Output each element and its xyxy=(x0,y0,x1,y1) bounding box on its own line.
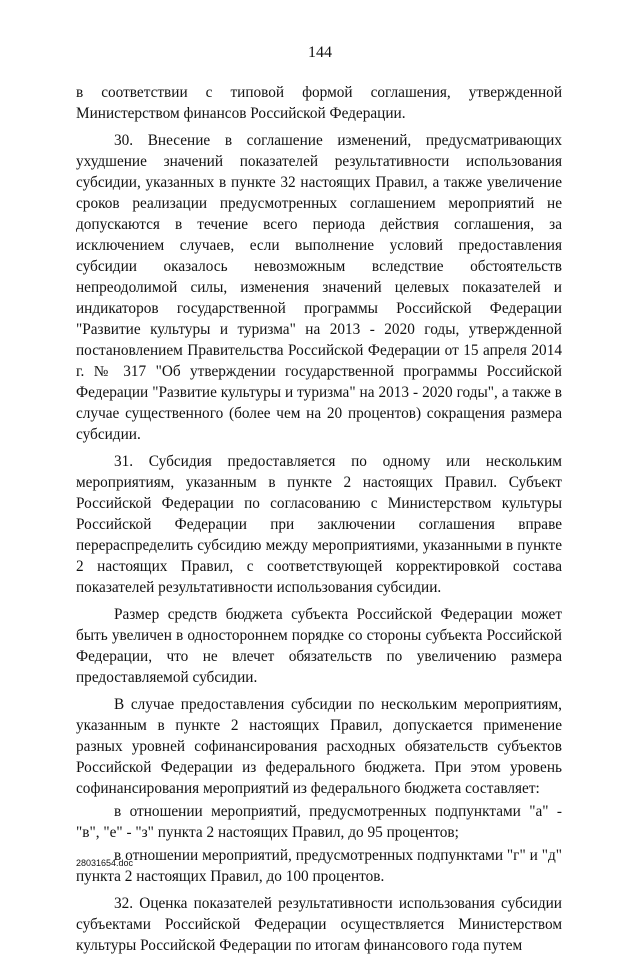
paragraph-32: 32. Оценка показателей результативности использования субсидии субъектами Российской Федерации осуществляется Министерством культуры Российской Федерации по итогам финансового года путем xyxy=(76,895,562,954)
paragraph-cofinancing-95: в отношении мероприятий, предусмотренных подпунктами "а" - "в", "е" - "з" пункта 2 настоящих Правил, до 95 процентов; xyxy=(76,803,562,841)
document-body xyxy=(76,82,562,962)
paragraph-budget-increase: Размер средств бюджета субъекта Российской Федерации может быть увеличен в одностороннем порядке со стороны субъекта Российской Федерации, что не влечет обязательств по увеличению размера предоставляемой субсидии. xyxy=(76,606,562,686)
paragraph-continuation: в соответствии с типовой формой соглашения, утвержденной Министерством финансов Российской Федерации. xyxy=(76,84,562,122)
page-number: 144 xyxy=(308,44,332,61)
paragraph-cofinancing: В случае предоставления субсидии по нескольким мероприятиям, указанным в пункте 2 настоящих Правил, допускается применение разных уровней софинансирования расходных обязательств субъектов Российской Федерации из федерального бюджета. При этом уровень софинансирования мероприятий из федерального бюджета составляет: xyxy=(76,696,562,797)
paragraph-30: 30. Внесение в соглашение изменений, предусматривающих ухудшение значений показателей результативности использования субсидии, указанных в пункте 32 настоящих Правил, а также увеличение сроков реализации предусмотренных соглашением мероприятий не допускаются в течение всего периода действия соглашения, за исключением случаев, если выполнение условий предоставления субсидии оказалось невозможным вследствие обстоятельств непреодолимой силы, изменения значений целевых показателей и индикаторов государственной программы Российской Федерации "Развитие культуры и туризма" на 2013 - 2020 годы, утвержденной постановлением Правительства Российской Федерации от 15 апреля 2014 г. № 317 "Об утверждении государственной программы Российской Федерации "Развитие культуры и туризма" на 2013 - 2020 годы", а также в случае существенного (более чем на 20 процентов) сокращения размера субсидии. xyxy=(76,132,562,443)
paragraph-31: 31. Субсидия предоставляется по одному или нескольким мероприятиям, указанным в пункте 2 настоящих Правил. Субъект Российской Федерации по согласованию с Министерством культуры Российской Федерации при заключении соглашения вправе перераспределить субсидию между мероприятиями, указанными в пункте 2 настоящих Правил, с соответствующей корректировкой состава показателей результативности использования субсидии. xyxy=(76,453,562,596)
file-name-footer: 28031654.doc xyxy=(76,858,134,868)
paragraph-cofinancing-100: в отношении мероприятий, предусмотренных подпунктами "г" и "д" пункта 2 настоящих Правил, до 100 процентов. xyxy=(76,847,562,885)
